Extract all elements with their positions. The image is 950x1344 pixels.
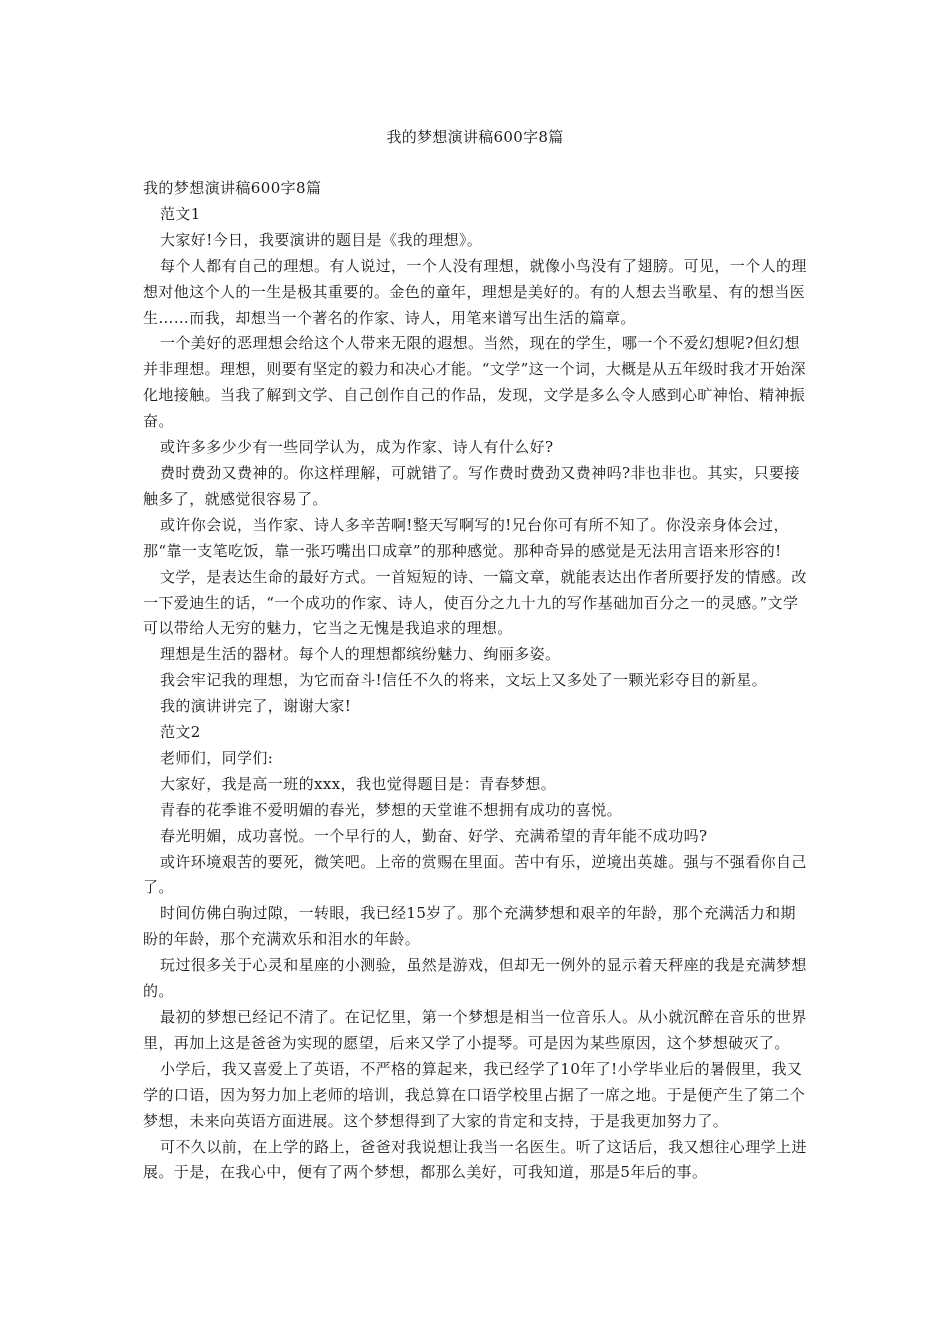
paragraph: 时间仿佛白驹过隙，一转眼，我已经15岁了。那个充满梦想和艰辛的年龄，那个充满活力和期盼的年龄，那个充满欢乐和泪水的年龄。 xyxy=(143,904,796,949)
paragraph: 大家好!今日，我要演讲的题目是《我的理想》。 xyxy=(160,230,483,249)
paragraph: 或许多多少少有一些同学认为，成为作家、诗人有什么好? xyxy=(160,438,554,457)
paragraph: 每个人都有自己的理想。有人说过，一个人没有理想，就像小鸟没有了翅膀。可见，一个人的理想对他这个人的一生是极其重要的。金色的童年，理想是美好的。有的人想去当歌星、有的想当医生……而我，却想当一个著名的作家、诗人，用笔来谱写出生活的篇章。 xyxy=(143,256,807,327)
paragraph: 小学后，我又喜爱上了英语，不严格的算起来，我已经学了10年了!小学毕业后的暑假里，我又学的口语，因为努力加上老师的培训，我总算在口语学校里占据了一席之地。于是便产生了第二个梦想，未来向英语方面进展。这个梦想得到了大家的肯定和支持，于是我更加努力了。 xyxy=(143,1059,806,1130)
paragraph: 春光明媚，成功喜悦。一个早行的人，勤奋、好学、充满希望的青年能不成功吗? xyxy=(160,826,708,845)
paragraph: 一个美好的恶理想会给这个人带来无限的遐想。当然，现在的学生，哪一个不爱幻想呢?但幻想并非理想。理想，则要有坚定的毅力和决心才能。“文学”这一个词，大概是从五年级时我才开始深化地接触。当我了解到文学、自己创作自己的作品，发现，文学是多么令人感到心旷神怡、精神振奋。 xyxy=(143,334,806,431)
section-heading-1: 范文1 xyxy=(160,204,201,223)
paragraph: 可不久以前，在上学的路上，爸爸对我说想让我当一名医生。听了这话后，我又想往心理学上进展。于是，在我心中，便有了两个梦想，都那么美好，可我知道，那是5年后的事。 xyxy=(143,1137,807,1182)
paragraph: 老师们，同学们: xyxy=(160,748,274,767)
paragraph: 我会牢记我的理想，为它而奋斗!信任不久的将来，文坛上又多处了一颗光彩夺目的新星。 xyxy=(160,671,768,690)
section-heading-2: 范文2 xyxy=(160,723,201,742)
paragraph: 我的演讲讲完了，谢谢大家! xyxy=(160,697,352,716)
paragraph: 或许你会说，当作家、诗人多辛苦啊!整天写啊写的!兄台你可有所不知了。你没亲身体会过，那“靠一支笔吃饭，靠一张巧嘴出口成章”的那种感觉。那种奇异的感觉是无法用言语来形容的! xyxy=(143,515,789,560)
paragraph: 青春的花季谁不爱明媚的春光，梦想的天堂谁不想拥有成功的喜悦。 xyxy=(160,800,623,819)
paragraph: 理想是生活的器材。每个人的理想都缤纷魅力、绚丽多姿。 xyxy=(160,645,561,664)
paragraph: 大家好，我是高一班的xxx，我也觉得题目是：青春梦想。 xyxy=(160,774,557,793)
paragraph: 费时费劲又费神的。你这样理解，可就错了。写作费时费劲又费神吗?非也非也。其实，只要接触多了，就感觉很容易了。 xyxy=(143,463,800,508)
page-header-title: 我的梦想演讲稿600字8篇 xyxy=(386,128,564,146)
document-body xyxy=(143,176,808,1186)
paragraph: 玩过很多关于心灵和星座的小测验，虽然是游戏，但却无一例外的显示着天秤座的我是充满梦想的。 xyxy=(143,956,807,1001)
paragraph: 最初的梦想已经记不清了。在记忆里，第一个梦想是相当一位音乐人。从小就沉醉在音乐的世界里，再加上这是爸爸为实现的愿望，后来又学了小提琴。可是因为某些原因，这个梦想破灭了。 xyxy=(143,1008,807,1052)
document-subtitle: 我的梦想演讲稿600字8篇 xyxy=(143,179,322,197)
paragraph: 或许环境艰苦的要死，微笑吧。上帝的赏赐在里面。苦中有乐，逆境出英雄。强与不强看你自己了。 xyxy=(143,852,807,897)
paragraph: 文学，是表达生命的最好方式。一首短短的诗、一篇文章，就能表达出作者所要抒发的情感。改一下爱迪生的话，“一个成功的作家、诗人，使百分之九十九的写作基础加百分之一的灵感。”文学可以带给人无穷的魅力，它当之无愧是我追求的理想。 xyxy=(143,567,807,638)
